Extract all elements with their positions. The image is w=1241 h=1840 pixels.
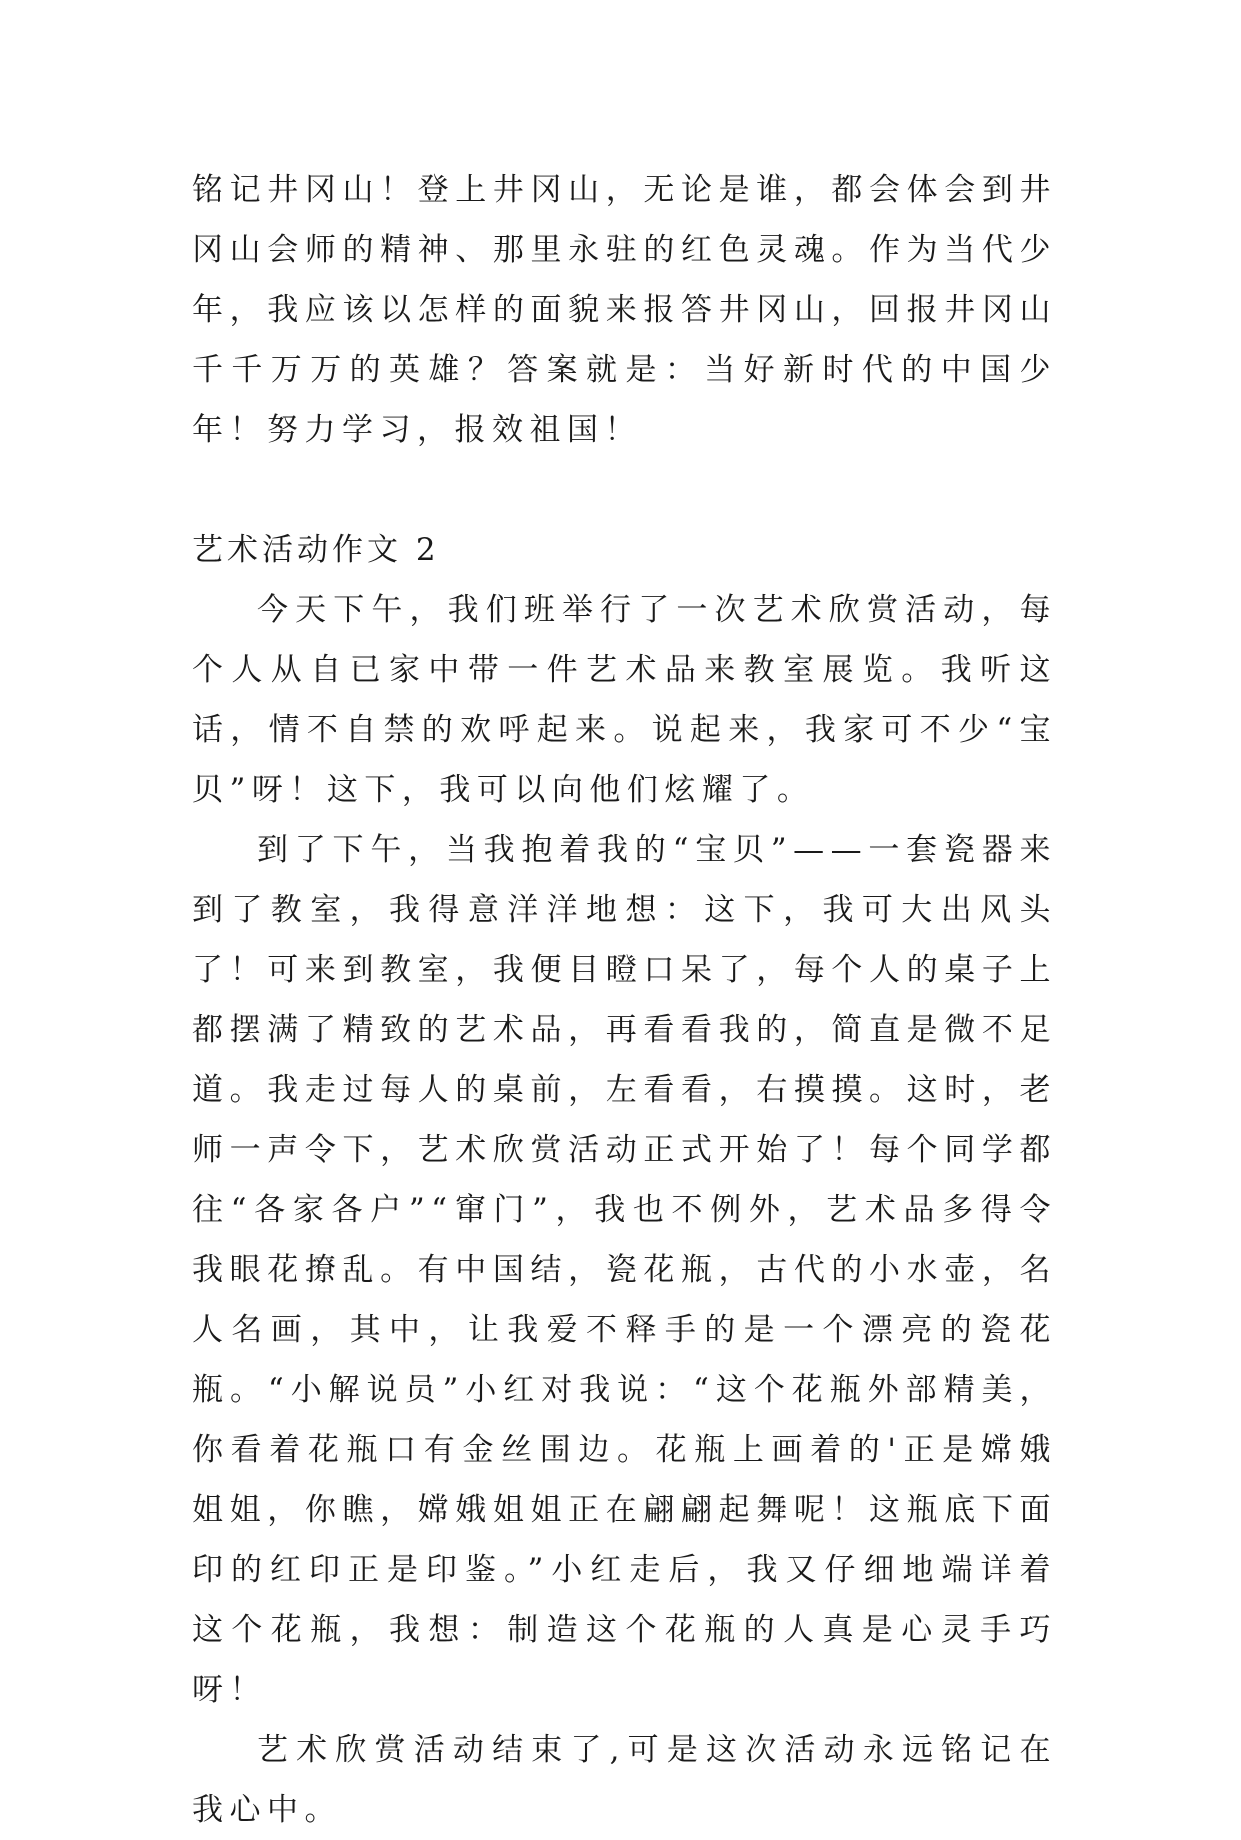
body-paragraph-2: 到了下午，当我抱着我的“宝贝”——一套瓷器来到了教室，我得意洋洋地想：这下，我可大出风头了！可来到教室，我便目瞪口呆了，每个人的桌子上都摆满了精致的艺术品，再看看我的，简直是微不足道。我走过每人的桌前，左看看，右摸摸。这时，老师一声令下，艺术欣赏活动正式开始了！每个同学都往“各家各户”“窜门”，我也不例外，艺术品多得令我眼花撩乱。有中国结，瓷花瓶，古代的小水壶，名人名画，其中，让我爱不释手的是一个漂亮的瓷花瓶。“小解说员”小红对我说：“这个花瓶外部精美，你看着花瓶口有金丝围边。花瓶上画着的'正是嫦娥姐姐，你瞧，嫦娥姐姐正在翩翩起舞呢！这瓶底下面印的红印正是印鉴。”小红走后，我又仔细地端详着这个花瓶，我想：制造这个花瓶的人真是心灵手巧呀！ <box>192 832 1057 1708</box>
body-paragraph-3: 艺术欣赏活动结束了,可是这次活动永远铭记在我心中。 <box>192 1732 1057 1828</box>
body-paragraph-1: 今天下午，我们班举行了一次艺术欣赏活动，每个人从自已家中带一件艺术品来教室展览。我听这话，情不自禁的欢呼起来。说起来，我家可不少“宝贝”呀！这下，我可以向他们炫耀了。 <box>192 592 1057 808</box>
essay-title: 艺术活动作文 2 <box>192 532 440 568</box>
continuation-paragraph: 铭记井冈山！登上井冈山，无论是谁，都会体会到井冈山会师的精神、那里永驻的红色灵魂。作为当代少年，我应该以怎样的面貌来报答井冈山，回报井冈山千千万万的英雄？答案就是：当好新时代的中国少年！努力学习，报效祖国！ <box>192 172 1057 448</box>
document-body <box>192 160 1057 1840</box>
